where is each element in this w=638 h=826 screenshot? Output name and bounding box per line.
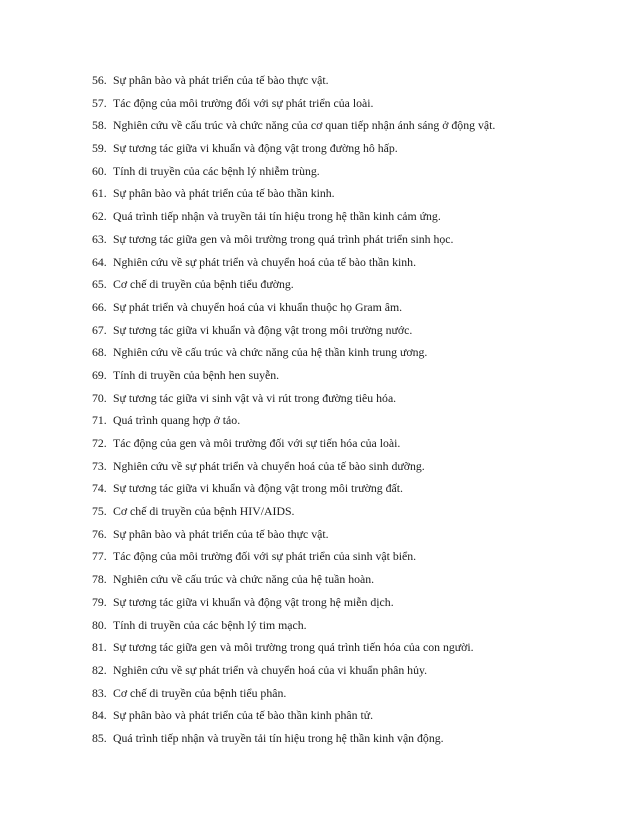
list-item-text: Nghiên cứu về cấu trúc và chức năng của hệ tuần hoàn. xyxy=(113,572,375,587)
list-item xyxy=(92,481,612,504)
list-item-text: Tính di truyền của các bệnh lý tim mạch. xyxy=(113,617,307,632)
list-item xyxy=(92,209,612,232)
list-item xyxy=(92,527,612,550)
list-item-text: Nghiên cứu về sự phát triển và chuyển hoá của tế bào sinh dưỡng. xyxy=(113,458,425,473)
list-item-text: Quá trình quang hợp ở tảo. xyxy=(113,413,241,428)
list-item-text: Sự phân bào và phát triển của tế bào thần kinh. xyxy=(113,186,335,201)
list-item-text: Quá trình tiếp nhận và truyền tải tín hiệu trong hệ thần kinh vận động. xyxy=(113,730,444,745)
list-item-number: 70. xyxy=(92,390,107,405)
list-item-text: Nghiên cứu về cấu trúc và chức năng của cơ quan tiếp nhận ánh sáng ở động vật. xyxy=(113,118,496,133)
list-item-number: 67. xyxy=(92,322,107,337)
list-item-number: 61. xyxy=(92,186,107,201)
list-item-number: 62. xyxy=(92,209,107,224)
list-item-number: 72. xyxy=(92,436,107,450)
list-item-number: 82. xyxy=(92,662,107,677)
list-item-number: 60. xyxy=(92,163,107,178)
list-item xyxy=(92,708,612,731)
list-item xyxy=(92,618,612,641)
list-item xyxy=(92,300,612,323)
list-item-number: 58. xyxy=(92,118,107,133)
list-item xyxy=(92,232,612,255)
list-item-text: Sự tương tác giữa vi khuẩn và động vật trong đường hô hấp. xyxy=(113,141,398,156)
list-item-number: 71. xyxy=(92,413,107,428)
list-item-number: 73. xyxy=(92,458,107,473)
list-item-text: Sự tương tác giữa vi sinh vật và vi rút trong đường tiêu hóa. xyxy=(113,390,397,405)
list-item-text: Sự tương tác giữa vi khuẩn và động vật trong hệ miễn dịch. xyxy=(113,594,394,609)
list-item-text: Sự phân bào và phát triển của tế bào thực vật. xyxy=(113,526,329,541)
list-item-number: 64. xyxy=(92,254,107,269)
list-item xyxy=(92,731,612,754)
list-item-text: Cơ chế di truyền của bệnh tiểu đường. xyxy=(113,277,294,292)
list-item-number: 65. xyxy=(92,277,107,292)
list-item-number: 76. xyxy=(92,526,107,541)
list-item-text: Sự phân bào và phát triển của tế bào thực vật. xyxy=(113,73,329,87)
list-item-text: Sự tương tác giữa vi khuẩn và động vật trong môi trường nước. xyxy=(113,322,413,337)
list-item-text: Tác động của môi trường đối với sự phát triển của sinh vật biển. xyxy=(113,549,417,564)
list-item-text: Cơ chế di truyền của bệnh tiểu phân. xyxy=(113,685,287,700)
list-item xyxy=(92,73,612,96)
topic-list xyxy=(92,73,612,754)
list-item xyxy=(92,96,612,119)
list-item xyxy=(92,118,612,141)
list-item-number: 80. xyxy=(92,617,107,632)
list-item-number: 68. xyxy=(92,345,107,360)
list-item-number: 77. xyxy=(92,549,107,564)
list-item-number: 84. xyxy=(92,708,107,723)
list-item-number: 66. xyxy=(92,299,107,314)
list-item xyxy=(92,436,612,459)
list-item-text: Quá trình tiếp nhận và truyền tải tín hiệu trong hệ thần kinh cảm ứng. xyxy=(113,209,441,224)
list-item xyxy=(92,595,612,618)
list-item xyxy=(92,663,612,686)
list-item-number: 78. xyxy=(92,572,107,587)
list-item-number: 75. xyxy=(92,504,107,519)
list-item xyxy=(92,549,612,572)
list-item xyxy=(92,686,612,709)
list-item-text: Tính di truyền của các bệnh lý nhiễm trùng. xyxy=(113,163,320,178)
list-item-text: Nghiên cứu về cấu trúc và chức năng của hệ thần kinh trung ương. xyxy=(113,345,428,360)
list-item-text: Sự phân bào và phát triển của tế bào thần kinh phân tử. xyxy=(113,708,374,723)
list-item xyxy=(92,504,612,527)
list-item-number: 57. xyxy=(92,95,107,110)
list-item-number: 83. xyxy=(92,685,107,700)
list-item-number: 59. xyxy=(92,141,107,156)
list-item-number: 56. xyxy=(92,73,107,87)
list-item-number: 74. xyxy=(92,481,107,496)
list-item xyxy=(92,345,612,368)
list-item xyxy=(92,323,612,346)
list-item-text: Sự tương tác giữa vi khuẩn và động vật trong môi trường đất. xyxy=(113,481,404,496)
list-item-text: Tác động của môi trường đối với sự phát triển của loài. xyxy=(113,95,374,110)
list-item xyxy=(92,368,612,391)
list-item-number: 85. xyxy=(92,730,107,745)
list-item-number: 69. xyxy=(92,367,107,382)
list-item xyxy=(92,277,612,300)
list-item xyxy=(92,391,612,414)
list-item-text: Tác động của gen và môi trường đối với sự tiến hóa của loài. xyxy=(113,436,401,450)
list-item-text: Nghiên cứu về sự phát triển và chuyển hoá của tế bào thần kinh. xyxy=(113,254,417,269)
list-item-number: 79. xyxy=(92,594,107,609)
list-item xyxy=(92,164,612,187)
list-item xyxy=(92,141,612,164)
list-item xyxy=(92,413,612,436)
list-item-number: 63. xyxy=(92,231,107,246)
list-item-text: Sự tương tác giữa gen và môi trường trong quá trình phát triển sinh học. xyxy=(113,231,454,246)
list-item xyxy=(92,572,612,595)
list-item-number: 81. xyxy=(92,640,107,655)
list-item-text: Cơ chế di truyền của bệnh HIV/AIDS. xyxy=(113,504,295,519)
list-item-text: Sự tương tác giữa gen và môi trường trong quá trình tiến hóa của con người. xyxy=(113,640,474,655)
list-item xyxy=(92,459,612,482)
list-item-text: Sự phát triển và chuyển hoá của vi khuẩn thuộc họ Gram âm. xyxy=(113,299,403,314)
list-item-text: Nghiên cứu về sự phát triển và chuyển hoá của vi khuẩn phân hủy. xyxy=(113,662,428,677)
list-item xyxy=(92,640,612,663)
list-item-text: Tính di truyền của bệnh hen suyễn. xyxy=(113,367,280,382)
list-item xyxy=(92,186,612,209)
list-item xyxy=(92,255,612,278)
